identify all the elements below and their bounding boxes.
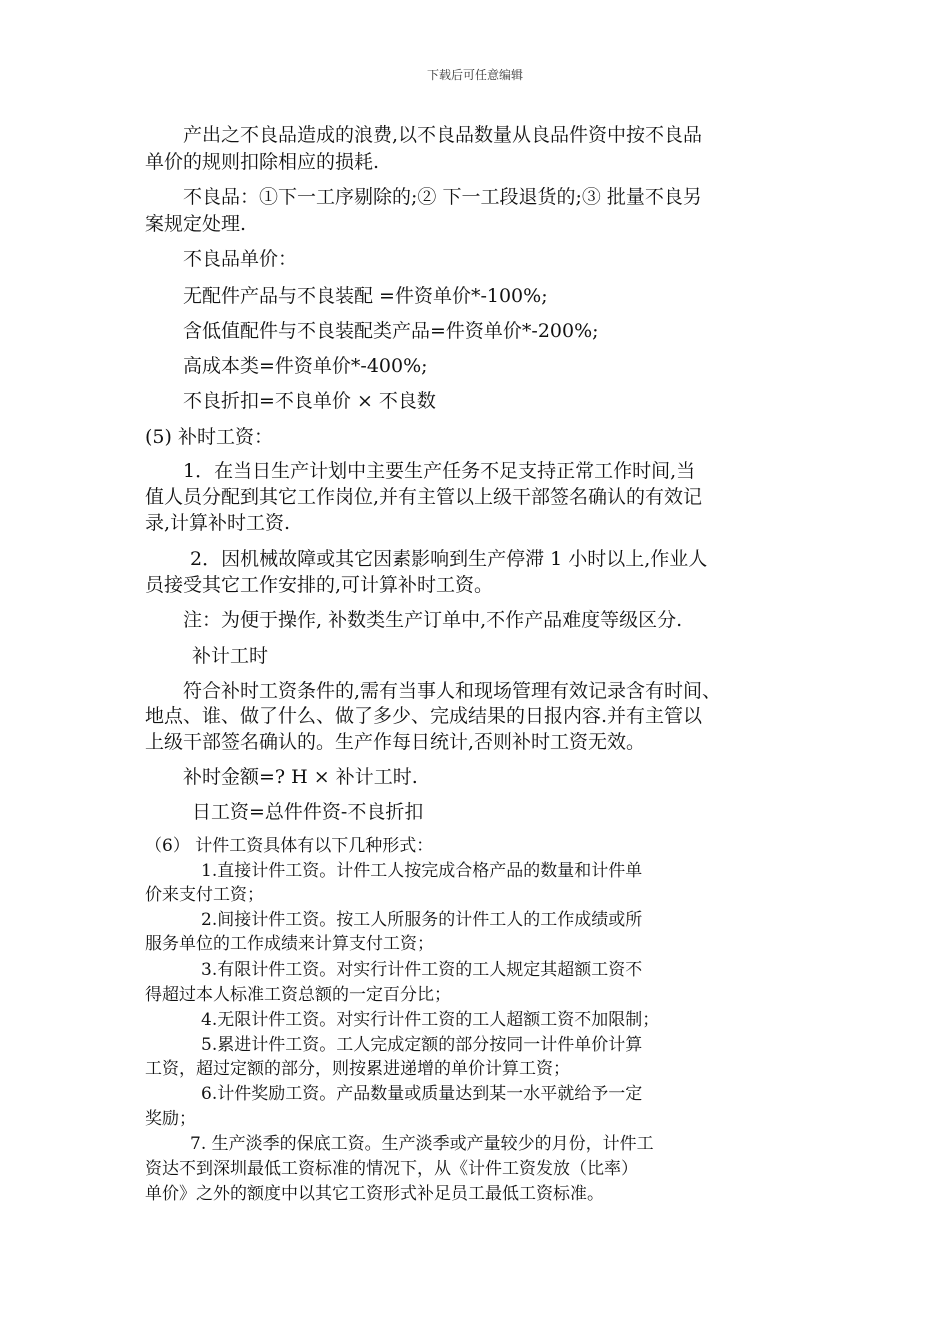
text-line: 产出之不良品造成的浪费,以不良品数量从良品件资中按不良品 (183, 124, 703, 146)
text-line: 得超过本人标准工资总额的一定百分比； (145, 985, 451, 1005)
header-note: 下载后可任意编辑 (426, 68, 523, 82)
text-line: 2．因机械故障或其它因素影响到生产停滞 1 小时以上,作业人 (190, 548, 708, 570)
text-line: 5.累进计件工资。工人完成定额的部分按同一计件单价计算 (201, 1035, 643, 1055)
text-line: 值人员分配到其它工作岗位,并有主管以上级干部签名确认的有效记 (145, 486, 703, 508)
text-line: 资达不到深圳最低工资标准的情况下，从《计件工资发放（比率） (145, 1159, 638, 1179)
text-line: 符合补时工资条件的,需有当事人和现场管理有效记录含有时间、 (183, 680, 722, 702)
text-line: 不良品单价： (183, 248, 298, 270)
text-line: 补时金额=? H × 补计工时. (183, 766, 418, 788)
text-line: 高成本类=件资单价*-400%; (183, 355, 428, 377)
text-line: 服务单位的工作成绩来计算支付工资； (145, 934, 434, 954)
section-heading: （6） 计件工资具体有以下几种形式： (145, 836, 434, 856)
text-line: 日工资=总件件资-不良折扣 (192, 801, 424, 823)
text-line: 4.无限计件工资。对实行计件工资的工人超额工资不加限制； (201, 1010, 660, 1030)
text-line: 工资，超过定额的部分，则按累进递增的单价计算工资； (145, 1059, 570, 1079)
text-line: 价来支付工资； (145, 885, 264, 905)
text-line: 补计工时 (192, 645, 269, 667)
text-line: 上级干部签名确认的。生产作每日统计,否则补时工资无效。 (145, 731, 646, 753)
text-line: 员接受其它工作安排的,可计算补时工资。 (145, 574, 494, 596)
text-line: 不良品：①下一工序剔除的;② 下一工段退货的;③ 批量不良另 (183, 186, 702, 208)
section-heading: (5) 补时工资： (145, 426, 273, 448)
text-line: 1．在当日生产计划中主要生产任务不足支持正常工作时间,当 (183, 460, 696, 482)
text-line: 1.直接计件工资。计件工人按完成合格产品的数量和计件单 (201, 861, 643, 881)
text-line: 奖励； (145, 1109, 196, 1129)
text-line: 3.有限计件工资。对实行计件工资的工人规定其超额工资不 (201, 960, 643, 980)
text-line: 7. 生产淡季的保底工资。生产淡季或产量较少的月份，计件工 (190, 1134, 654, 1154)
text-line: 单价的规则扣除相应的损耗. (145, 151, 380, 173)
text-line: 6.计件奖励工资。产品数量或质量达到某一水平就给予一定 (201, 1084, 643, 1104)
text-line: 2.间接计件工资。按工人所服务的计件工人的工作成绩或所 (201, 910, 643, 930)
text-line: 无配件产品与不良装配 =件资单价*-100%; (183, 285, 548, 307)
text-line: 含低值配件与不良装配类产品=件资单价*-200%; (183, 320, 599, 342)
text-line: 地点、谁、做了什么、做了多少、完成结果的日报内容.并有主管以 (145, 705, 703, 727)
text-line: 注：为便于操作, 补数类生产订单中,不作产品难度等级区分. (183, 609, 683, 631)
text-line: 案规定处理. (145, 213, 247, 235)
text-line: 不良折扣=不良单价 × 不良数 (183, 390, 436, 412)
text-line: 录,计算补时工资. (145, 512, 291, 534)
text-line: 单价》之外的额度中以其它工资形式补足员工最低工资标准。 (145, 1184, 604, 1204)
